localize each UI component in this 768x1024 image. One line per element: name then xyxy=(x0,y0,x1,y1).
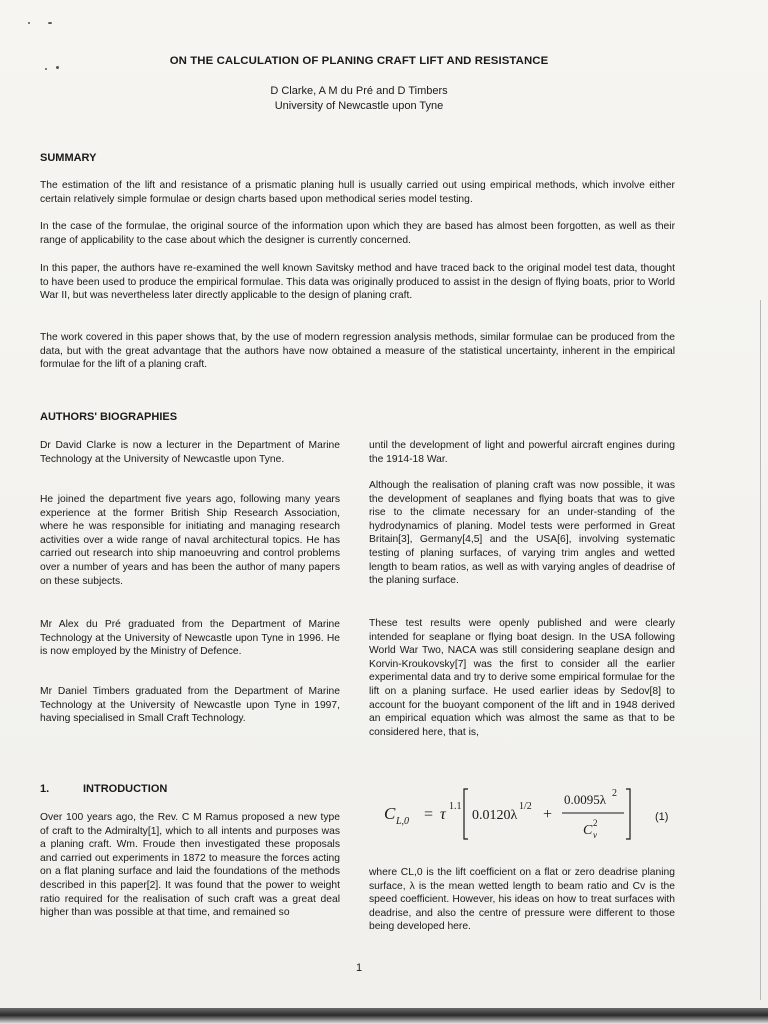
scan-speck xyxy=(48,22,52,24)
biographies-heading: AUTHORS' BIOGRAPHIES xyxy=(40,411,178,423)
intro-heading: INTRODUCTION xyxy=(83,783,168,795)
intro-section-number: 1. xyxy=(40,783,50,795)
eq-term1: 0.0120λ xyxy=(472,808,518,823)
page-number: 1 xyxy=(355,962,363,974)
summary-paragraph-4: The work covered in this paper shows that, by the use of modern regression analysis methods, similar formulae can be produced from the data, but with the great advantage that the authors have now obtained a measure of the statistical uncertainty, inherent in the empirical formulae for the lift of a planing craft. xyxy=(40,332,675,371)
author-names: D Clarke, A M du Pré and D Timbers xyxy=(270,85,448,97)
scan-speck xyxy=(45,68,47,70)
summary-paragraph-3: In this paper, the authors have re-examined the well known Savitsky method and have traced back to the original model test data, thought to have been used to produce the empirical formulae. This data was originally produced to assist in the design of flying boats, prior to World War II, but was nevertheless later directly applicable to the design of planing craft. xyxy=(40,263,675,302)
eq-left-bracket xyxy=(464,789,468,839)
intro-paragraph: Over 100 years ago, the Rev. C M Ramus proposed a new type of craft to the Admiralty[1], which to all intents and purposes was a planing craft. Wm. Froude then investigated these proposals and carried out experiments in 1872 to measure the forces acting on a flat planing surface and laid the foundations of the methods described in this paper[2]. It was found that the power to weight ratio required for the realisation of such craft was a great deal higher than was possible at that time, and remained so xyxy=(40,812,340,919)
equation-number: (1) xyxy=(655,811,669,823)
lift-coefficient-equation xyxy=(380,776,680,846)
eq-equals: = xyxy=(424,806,434,823)
eq-term2-numerator: 0.0095λ xyxy=(564,792,607,807)
eq-term2-denominator-subscript: v xyxy=(593,830,597,840)
eq-term2-denominator: C xyxy=(583,823,593,838)
paper-title: ON THE CALCULATION OF PLANING CRAFT LIFT AND RESISTANCE xyxy=(169,55,549,67)
bio-paragraph-clarke-career: He joined the department five years ago, following many years experience at the former British Ship Research Association, where he was responsible for initiating and managing research activities over a wide range of naval architectural topics. He has carried out research into ship manoeuvring and control problems over a number of years and has been the author of many papers on these subjects. xyxy=(40,494,340,587)
right-paragraph-after-equation: where CL,0 is the lift coefficient on a flat or zero deadrise planing surface, λ is the mean wetted length to beam ratio and Cv is the speed coefficient. However, his ideas on how to treat surfaces with deadrise, and also the centre of pressure were different to those being developed here. xyxy=(369,867,675,933)
eq-right-bracket xyxy=(626,789,630,839)
right-paragraph-2: Although the realisation of planing craft was now possible, it was the development of seaplanes and flying boats that was to give rise to the climate necessary for an under-standing of the hydrodynamics of planing. Model tests were performed in Great Britain[3], Germany[4,5] and the USA[6], involving systematic testing of planing surfaces, of varying trim angles and wetted length to beam ratios, as well as with varying angles of deadrise of the planing surface. xyxy=(369,480,675,587)
eq-term2-numerator-exponent: 2 xyxy=(612,788,617,799)
scan-bottom-edge xyxy=(0,1008,768,1024)
eq-tau: τ xyxy=(440,806,446,823)
eq-tau-exponent: 1.1 xyxy=(449,801,462,812)
bio-paragraph-dupre: Mr Alex du Pré graduated from the Department of Marine Technology at the University of Newcastle upon Tyne in 1996. He is now employed by the Ministry of Defence. xyxy=(40,619,340,658)
eq-lhs-subscript: L,0 xyxy=(396,816,410,827)
author-affiliation: University of Newcastle upon Tyne xyxy=(274,100,444,112)
eq-term1-exponent: 1/2 xyxy=(519,801,532,812)
scan-speck xyxy=(28,22,30,24)
summary-heading: SUMMARY xyxy=(40,152,97,164)
bio-paragraph-timbers: Mr Daniel Timbers graduated from the Department of Marine Technology at the University of Newcastle upon Tyne in 1997, having specialised in Small Craft Technology. xyxy=(40,686,340,725)
bio-paragraph-clarke: Dr David Clarke is now a lecturer in the Department of Marine Technology at the University of Newcastle upon Tyne. xyxy=(40,440,340,465)
scan-speck xyxy=(56,66,59,69)
right-paragraph-1: until the development of light and powerful aircraft engines during the 1914-18 War. xyxy=(369,440,675,465)
summary-paragraph-1: The estimation of the lift and resistance of a prismatic planing hull is usually carried out using empirical methods, which involve either certain relatively simple formulae or design charts based upon methodical series model testing. xyxy=(40,180,675,205)
scan-page-edge xyxy=(760,300,761,1000)
eq-term2-denominator-exponent: 2 xyxy=(593,818,598,828)
eq-lhs: C xyxy=(384,804,396,823)
summary-paragraph-2: In the case of the formulae, the original source of the information upon which they are based has almost been forgotten, as well as their range of applicability to the case about which the designer is currently concerned. xyxy=(40,221,675,246)
right-paragraph-3: These test results were openly published and were clearly intended for seaplane or flying boat design. In the USA following World War Two, NACA was still considering seaplane design and Korvin-Kroukovsky[7] was the first to consider all the earlier experimental data and try to derive some empirical formulae for the lift on a planing surface. He used earlier ideas by Sedov[8] to account for the buoyant component of the lift and in 1948 derived an empirical equation which was almost the same as that to be considered here, that is, xyxy=(369,618,675,738)
eq-plus: + xyxy=(543,806,553,823)
author-block xyxy=(0,84,718,114)
